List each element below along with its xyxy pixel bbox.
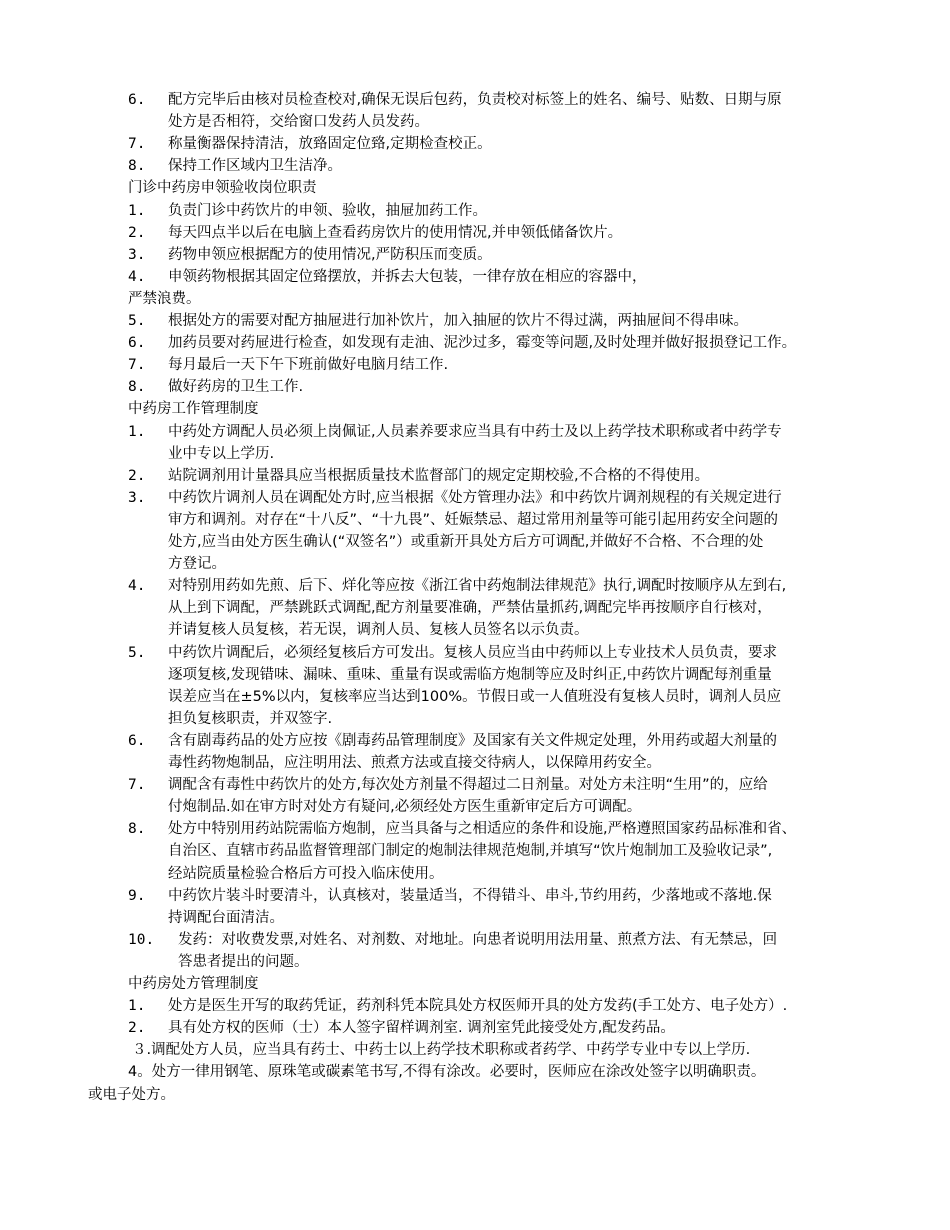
- item-text-line: 每月最后一天下午下班前做好电脑月结工作.: [168, 357, 449, 374]
- section-heading: 门诊中药房申领验收岗位职责: [128, 180, 317, 197]
- item-text-line: 从上到下调配，严禁跳跃式调配,配方剂量要准确，严禁估量抓药,调配完毕再按顺序自行核对，: [168, 600, 772, 617]
- item-text-line: 误差应当在±5%以内，复核率应当达到100%。节假日或一人值班没有复核人员时，调剂人员应: [168, 688, 782, 705]
- item-text-line: 持调配台面清洁。: [168, 909, 284, 926]
- item-number: 7.: [128, 136, 146, 153]
- item-text-line: 具有处方权的医师（士）本人签字留样调剂室. 调剂室凭此接受处方,配发药品。: [168, 1020, 675, 1037]
- item-number: 6.: [128, 335, 146, 352]
- item-number: 6.: [128, 732, 146, 749]
- item-number: 5.: [128, 313, 146, 329]
- item-number: 3.: [128, 246, 146, 263]
- item-text-line: 逐项复核,发现错味、漏味、重味、重量有误或需临方炮制等应及时纠正,中药饮片调配每剂重量: [168, 666, 772, 683]
- item-text-line: 药物申领应根据配方的使用情况,严防积压而变质。: [168, 246, 492, 263]
- item-number: 2.: [128, 1020, 146, 1037]
- item-number: 1.: [128, 998, 146, 1015]
- item-number: 9.: [128, 887, 146, 904]
- item-text-line: 中药饮片调剂人员在调配处方时,应当根据《处方管理办法》和中药饮片调剂规程的有关规定进行: [168, 489, 782, 506]
- item-number: 8.: [128, 379, 146, 396]
- item-text-line: 处方,应当由处方医生确认(“双签名”）或重新开具处方后方可调配,并做好不合格、不合理的处: [168, 534, 764, 550]
- item-text-line: 毒性药物炮制品，应注明用法、煎煮方法或直接交待病人，以保障用药安全。: [168, 755, 661, 771]
- section-heading: 中药房处方管理制度: [128, 976, 259, 992]
- item-text-line: 自治区、直辖市药品监督管理部门制定的炮制法律规范炮制,并填写“饮片炮制加工及验收记录”,: [168, 843, 773, 860]
- item-number: 8.: [128, 821, 146, 838]
- item-text-line: 根据处方的需要对配方抽屉进行加补饮片，加入抽屉的饮片不得过满，两抽屉间不得串味。: [168, 313, 748, 329]
- item-text-line: 保持工作区域内卫生洁净。: [168, 158, 342, 175]
- item-number: 7.: [128, 357, 146, 374]
- item-text-line: 发药：对收费发票,对姓名、对剂数、对地址。向患者说明用法用量、煎煮方法、有无禁忌，回: [178, 931, 778, 948]
- item-text-line: 并请复核人员复核，若无误，调剂人员、复核人员签名以示负责。: [168, 622, 589, 639]
- item-text-line: 答患者提出的问题。: [178, 953, 309, 970]
- item-text-line: 4。处方一律用钢笔、原珠笔或碳素笔书写,不得有涂改。必要时，医师应在涂改处签字以明确职责。: [128, 1064, 766, 1081]
- item-number: 8.: [128, 158, 146, 175]
- section-heading: 中药房工作管理制度: [128, 401, 259, 418]
- item-text-line: 申领药物根据其固定位臵摆放，并拆去大包装，一律存放在相应的容器中，: [168, 268, 647, 285]
- item-text-line: 严禁浪费。: [128, 290, 201, 307]
- item-text-line: 处方中特别用药站院需临方炮制，应当具备与之相适应的条件和设施,严格遵照国家药品标准和省、: [168, 821, 797, 838]
- item-text-line: 担负复核职责，并双签字.: [168, 710, 333, 727]
- item-text-line: 对特别用药如先煎、后下、烊化等应按《浙江省中药炮制法律规范》执行,调配时按顺序从左到右,: [168, 578, 787, 595]
- item-number: 4.: [128, 268, 146, 285]
- item-text-line: ３.调配处方人员，应当具有药士、中药士以上药学技术职称或者药学、中药学专业中专以上学历.: [132, 1042, 751, 1059]
- item-text-line: 负责门诊中药饮片的申领、验收，抽屉加药工作。: [168, 202, 487, 219]
- item-number: 1.: [128, 423, 146, 440]
- item-text-line: 方登记。: [168, 556, 226, 573]
- item-text-line: 调配含有毒性中药饮片的处方,每次处方剂量不得超过二日剂量。对处方未注明“生用”的，应给: [168, 777, 768, 794]
- item-text-line: 业中专以上学历.: [168, 445, 275, 462]
- item-number: 2.: [128, 467, 146, 484]
- item-text-line: 或电子处方。: [88, 1086, 175, 1103]
- item-text-line: 中药处方调配人员必须上岗佩证,人员素养要求应当具有中药士及以上药学技术职称或者中药学专: [168, 423, 782, 440]
- item-text-line: 称量衡器保持清洁，放臵固定位臵,定期检查校正。: [168, 136, 492, 153]
- item-text-line: 加药员要对药屉进行检查，如发现有走油、泥沙过多，霉变等问题,及时处理并做好报损登记工作。: [168, 335, 797, 352]
- item-text-line: 付炮制品.如在审方时对处方有疑问,必须经处方医生重新审定后方可调配。: [168, 799, 642, 816]
- item-text-line: 处方是医生开写的取药凭证，药剂科凭本院具处方权医师开具的处方发药(手工处方、电子处方）.: [168, 998, 788, 1015]
- item-number: 10.: [128, 931, 155, 948]
- item-number: 3.: [128, 489, 146, 506]
- item-text-line: 中药饮片调配后，必须经复核后方可发出。复核人员应当由中药师以上专业技术人员负责，要求: [168, 644, 777, 661]
- item-number: 6.: [128, 92, 146, 108]
- item-number: 1.: [128, 202, 146, 219]
- item-number: 2.: [128, 224, 146, 241]
- item-text-line: 经站院质量检验合格后方可投入临床使用。: [168, 865, 444, 882]
- item-text-line: 做好药房的卫生工作.: [168, 379, 304, 396]
- item-text-line: 处方是否相符，交给窗口发药人员发药。: [168, 114, 429, 131]
- item-number: 7.: [128, 777, 146, 794]
- item-text-line: 中药饮片装斗时要清斗，认真核对，装量适当，不得错斗、串斗,节约用药，少落地或不落地.保: [168, 887, 772, 904]
- item-text-line: 每天四点半以后在电脑上查看药房饮片的使用情况,并申领低储备饮片。: [168, 224, 623, 241]
- item-number: 5.: [128, 644, 146, 661]
- item-text-line: 站院调剂用计量器具应当根据质量技术监督部门的规定定期校验,不合格的不得使用。: [168, 467, 710, 484]
- item-number: 4.: [128, 578, 146, 595]
- item-text-line: 配方完毕后由核对员检查校对,确保无误后包药，负责校对标签上的姓名、编号、贴数、日期与原: [168, 92, 782, 108]
- item-text-line: 含有剧毒药品的处方应按《剧毒药品管理制度》及国家有关文件规定处理，外用药或超大剂量的: [168, 732, 777, 749]
- item-text-line: 审方和调剂。对存在“十八反”、“十九畏”、妊娠禁忌、超过常用剂量等可能引起用药安全问题的: [168, 511, 779, 528]
